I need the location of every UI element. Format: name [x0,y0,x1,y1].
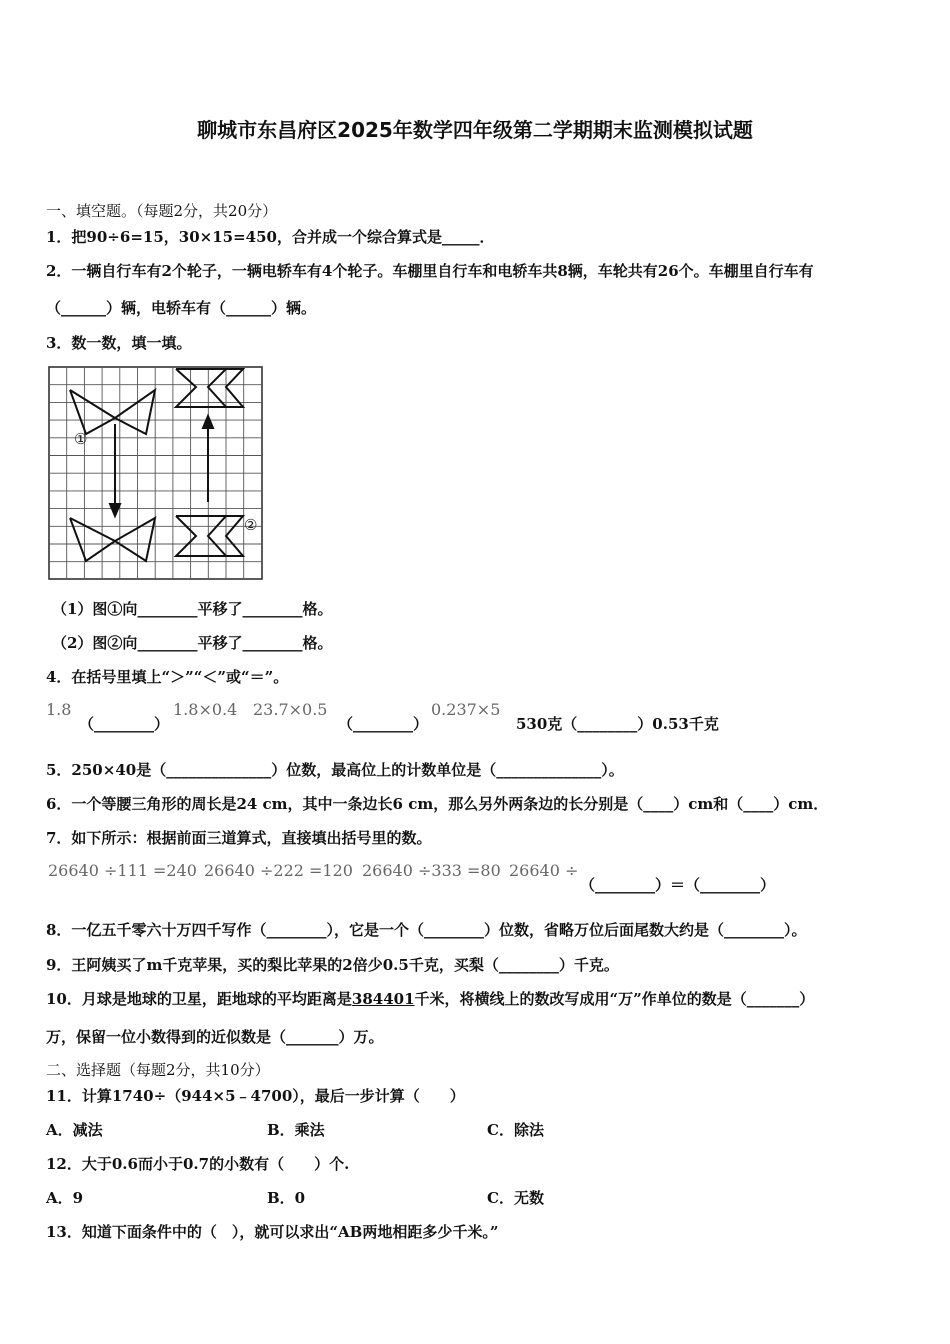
q11-option-a: A．减法 [46,1121,103,1139]
question-2-line-2: （______）辆，电轿车有（______）辆。 [46,299,317,317]
question-4: 4．在括号里填上“＞”“＜”或“＝”。 [46,668,289,686]
question-13: 13．知道下面条件中的（ ），就可以求出“AB两地相距多少千米。” [46,1223,499,1241]
question-3: 3．数一数，填一填。 [46,334,192,352]
section-choice-heading: 二、选择题（每题2分，共10分） [46,1061,270,1079]
q10-post: 千米，将横线上的数改写成用“万”作单位的数是（_______） [414,990,815,1008]
question-3-sub-1: （1）图①向________平移了________格。 [52,600,333,618]
q10-pre: 10．月球是地球的卫星，距地球的平均距离是 [46,990,352,1008]
shape-1-label: ① [74,430,88,448]
question-11: 11．计算1740÷（944×5﹣4700），最后一步计算（ ） [46,1087,465,1105]
q4-b-right: 0.237×5 [431,700,501,719]
question-10-line-1 [46,989,814,1009]
q7-blanks: （________）＝（________） [580,876,776,894]
q4-a-blank: （________） [79,715,170,733]
q12-option-b: B．0 [267,1189,306,1207]
q11-option-b: B．乘法 [267,1121,325,1139]
q4-b-left: 23.7×0.5 [253,700,328,719]
q11-option-c: C．除法 [487,1121,544,1139]
section-fill-in-heading: 一、填空题。（每题2分，共20分） [46,202,278,220]
question-7: 7．如下所示：根据前面三道算式，直接填出括号里的数。 [46,829,432,847]
translation-grid-figure [48,366,264,582]
q7-equation-3: 26640 ÷333 =80 [362,861,501,880]
shape-2-label: ② [244,516,258,534]
question-5: 5．250×40是（______________）位数，最高位上的计数单位是（______________）。 [46,761,624,779]
question-1: 1．把90÷6=15，30×15=450，合并成一个综合算式是_____． [46,228,495,246]
q7-equation-4: 26640 ÷ [509,861,579,880]
question-2-line-1: 2．一辆自行车有2个轮子，一辆电轿车有4个轮子。车棚里自行车和电轿车共8辆，车轮共有26个。车棚里自行车有 [46,262,814,280]
q12-option-a: A．9 [46,1189,84,1207]
q4-b-blank: （________） [338,715,429,733]
q4-a-right: 1.8×0.4 [173,700,238,719]
q12-option-c: C．无数 [487,1189,544,1207]
q10-underlined-number: 384401 [351,990,415,1008]
q4-c: 530克（________）0.53千克 [516,715,719,733]
question-3-sub-2: （2）图②向________平移了________格。 [52,634,333,652]
q7-equation-2: 26640 ÷222 =120 [204,861,353,880]
question-8: 8．一亿五千零六十万四千写作（________），它是一个（________）位数，省略万位后面尾数大约是（________）。 [46,921,807,939]
question-10-line-2: 万，保留一位小数得到的近似数是（_______）万。 [46,1028,384,1046]
question-6: 6．一个等腰三角形的周长是24 cm，其中一条边长6 cm，那么另外两条边的长分别是（____）cm和（____）cm． [46,795,829,813]
page-title: 聊城市东昌府区2025年数学四年级第二学期期末监测模拟试题 [197,118,753,142]
question-12: 12．大于0.6而小于0.7的小数有（ ）个. [46,1155,350,1173]
question-9: 9．王阿姨买了m千克苹果，买的梨比苹果的2倍少0.5千克，买梨（________）千克。 [46,956,619,974]
q7-equation-1: 26640 ÷111 =240 [48,861,197,880]
q4-a-left: 1.8 [46,700,72,719]
